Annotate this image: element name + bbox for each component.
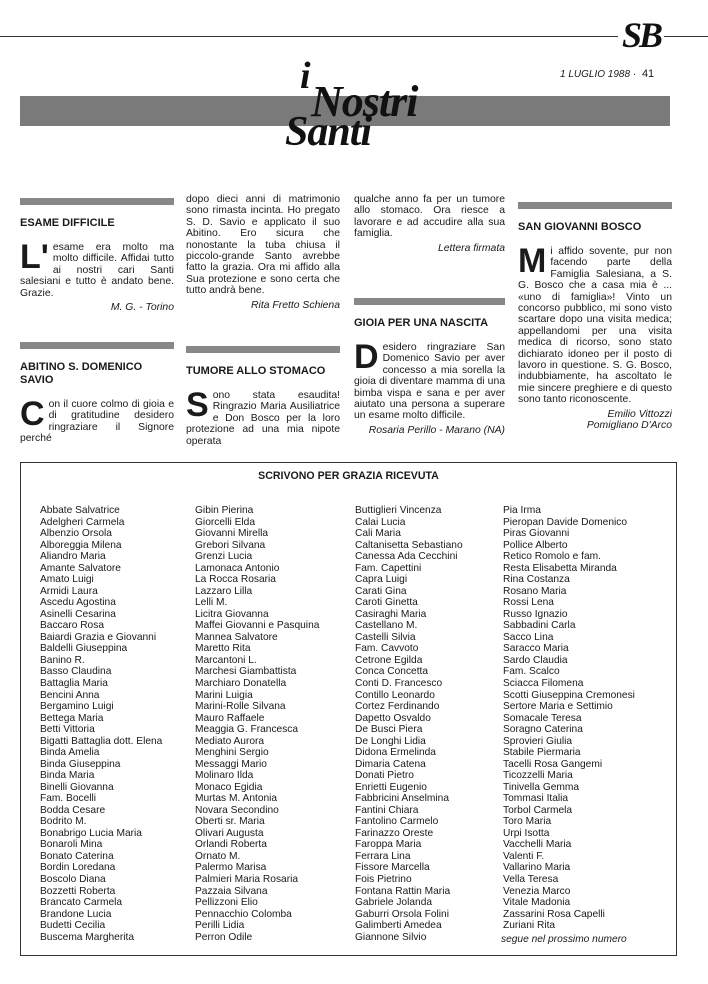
article-signature: M. G. - Torino [110, 302, 174, 314]
drop-cap: D [354, 338, 379, 376]
names-column-2 [195, 505, 319, 943]
name-entry: Russo Ignazio [503, 608, 568, 620]
name-entry: Binelli Giovanna [40, 781, 114, 793]
name-entry: Donati Pietro [355, 770, 414, 782]
name-entry: Brancato Carmela [40, 897, 123, 909]
name-entry: Castelli Silvia [355, 631, 416, 643]
name-entry: Fabbricini Anselmina [355, 793, 449, 805]
name-entry: Amato Luigi [40, 574, 94, 586]
name-entry: Adelgheri Carmela [40, 516, 125, 528]
name-entry: Marini Luigia [195, 689, 253, 701]
name-entry: Lamonaca Antonio [195, 562, 280, 574]
name-entry: Capra Luigi [355, 574, 408, 586]
name-entry: Rina Costanza [503, 574, 570, 586]
name-entry: Fontana Rattin Maria [355, 885, 451, 897]
name-entry: Battaglia Maria [40, 677, 108, 689]
name-entry: Aliandro Maria [40, 551, 106, 563]
article-bar [186, 346, 340, 353]
name-entry: Maretto Rita [195, 643, 251, 655]
name-entry: Conti D. Francesco [355, 677, 443, 689]
name-entry: Ticozzelli Maria [503, 770, 573, 782]
name-entry: Pieropan Davide Domenico [503, 516, 628, 528]
name-entry: Sprovieri Giulia [503, 735, 573, 747]
issue-info: 1 LUGLIO 1988 · 41 [560, 68, 655, 80]
names-column-1 [40, 505, 162, 943]
name-entry: Bonato Caterina [40, 850, 114, 862]
name-entry: Rosano Maria [503, 585, 567, 597]
name-entry: Palermo Marisa [195, 862, 267, 874]
article-bar [20, 342, 174, 349]
article-body: L' esame era molto ma molto difficile. Affidai tutto ai nostri cari Santi salesiani e tutto è andato bene. Grazie. [20, 238, 174, 299]
name-entry: Oberti sr. Maria [195, 816, 265, 828]
name-entry: Fam. Cavvoto [355, 643, 419, 655]
name-entry: Cali Maria [355, 528, 401, 540]
drop-cap: S [186, 386, 209, 424]
name-entry: De Busci Piera [355, 724, 423, 736]
name-entry: La Rocca Rosaria [195, 574, 276, 586]
name-entry: Abbate Salvatrice [40, 505, 120, 516]
name-entry: Perilli Lidia [195, 920, 245, 932]
name-entry: Tommasi Italia [503, 793, 569, 805]
name-entry: Sacco Lina [503, 631, 554, 643]
article-signature: Emilio Vittozzi [607, 408, 672, 420]
name-entry: Meaggia G. Francesca [195, 724, 299, 736]
article-body: dopo dieci anni di matrimonio sono rimasta incinta. Ho pregato S. D. Savio e applicato il suo Abitino. Ero sicura che nonostante la tuba chiusa il piccolo-grande Santo avrebbe fatto la grazia. Ora mi affido alla Sua protezione e sono certa che tutto andrà bene. [186, 194, 340, 297]
name-entry: Mannea Salvatore [195, 631, 278, 643]
drop-cap: L' [20, 238, 49, 276]
name-entry: Gaburri Orsola Folini [355, 908, 449, 920]
name-entry: Budetti Cecilia [40, 920, 106, 932]
name-entry: Ferrara Lina [355, 850, 411, 862]
name-entry: Binda Amelia [40, 747, 100, 759]
name-entry: Caroti Ginetta [355, 597, 418, 609]
name-entry: Ascedu Agostina [40, 597, 116, 609]
issue-date: 1 LUGLIO 1988 [560, 69, 631, 80]
name-entry: Murtas M. Antonia [195, 793, 278, 805]
name-entry: Albenzio Orsola [40, 528, 112, 540]
name-entry: Vitale Madonia [503, 897, 571, 909]
article-signature: Rita Fretto Schiena [251, 299, 340, 311]
name-entry: Cortez Ferdinando [355, 701, 440, 713]
name-entry: Sardo Claudia [503, 654, 568, 666]
magazine-logo: SB [618, 14, 664, 56]
header-rule [0, 36, 708, 37]
column-1 [20, 198, 174, 313]
name-entry: Contillo Leonardo [355, 689, 435, 701]
article-body: Mi affido sovente, pur non facendo parte della Famiglia Salesiana, a S. G. Bosco che a casa mia è ... «uno di famiglia»! Vinto un concorso pubblico, mi sono visto scartare dopo una visita medica; appellandomi per una visita medica di ricorso, sono stato dichiarato idoneo per il posto di lavoro in questione. S. G. Bosco, indubbiamente, ha ascoltato le mie sincere preghiere e di questo sono tanto riconoscente. [518, 242, 672, 406]
name-entry: Enrietti Eugenio [355, 781, 427, 793]
name-entry: Binda Maria [40, 770, 95, 782]
name-entry: Giovanni Mirella [195, 528, 269, 540]
name-entry: Calai Lucia [355, 516, 406, 528]
name-entry: Asinelli Cesarina [40, 608, 116, 620]
name-entry: Ornato M. [195, 850, 241, 862]
name-entry: Giannone Silvio [355, 931, 427, 943]
article-signature-place: Pomigliano D'Arco [586, 420, 672, 432]
name-entry: Pollice Alberto [503, 539, 568, 551]
name-entry: Farinazzo Oreste [355, 827, 434, 839]
name-entry: Baldelli Giuseppina [40, 643, 128, 655]
name-entry: Sabbadini Carla [503, 620, 576, 632]
name-entry: Amante Salvatore [40, 562, 121, 574]
page-number: 41 [641, 68, 655, 80]
article-signature: Rosaria Perillo - Marano (NA) [368, 424, 505, 436]
article-title: SAN GIOVANNI BOSCO [518, 221, 642, 233]
name-entry: Bigatti Battaglia dott. Elena [40, 735, 163, 747]
name-entry: Didona Ermelinda [355, 747, 436, 759]
name-entry: Somacale Teresa [503, 712, 582, 724]
name-entry: Molinaro Ilda [195, 770, 254, 782]
name-entry: Valenti F. [503, 850, 545, 862]
article-bar [354, 298, 505, 305]
section-masthead [283, 55, 418, 156]
name-entry: Urpi Isotta [503, 827, 550, 839]
name-entry: Novara Secondino [195, 804, 279, 816]
column-2 [186, 194, 340, 311]
name-entry: Canessa Ada Cecchini [355, 551, 458, 563]
name-entry: Fam. Scalco [503, 666, 560, 678]
name-entry: Casiraghi Maria [355, 608, 427, 620]
name-entry: Tinivella Gemma [503, 781, 580, 793]
article-title: ABITINO S. DOMENICO SAVIO [20, 361, 143, 386]
name-entry: Pellizzoni Elio [195, 897, 258, 909]
name-entry: Dimaria Catena [355, 758, 426, 770]
name-entry: Mauro Raffaele [195, 712, 265, 724]
name-entry: Carati Gina [355, 585, 407, 597]
name-entry: Fantini Chiara [355, 804, 419, 816]
masthead-nostri: Nostri [311, 77, 418, 126]
name-entry: Basso Claudina [40, 666, 112, 678]
name-entry: Alboreggia Milena [40, 539, 122, 551]
name-entry: Licitra Giovanna [195, 608, 269, 620]
name-entry: Bodda Cesare [40, 804, 106, 816]
name-entry: Vallarino Maria [503, 862, 571, 874]
name-entry: Bettega Maria [40, 712, 104, 724]
column-2b [186, 346, 340, 447]
name-entry: Faroppa Maria [355, 839, 422, 851]
name-entry: Marini-Rolle Silvana [195, 701, 286, 713]
grazie-box [20, 462, 677, 956]
name-entry: Buscema Margherita [40, 931, 134, 943]
name-entry: Perron Odile [195, 931, 253, 943]
name-entry: Bergamino Luigi [40, 701, 114, 713]
column-4 [518, 202, 672, 432]
name-entry: Torbol Carmela [503, 804, 573, 816]
name-entry: Soragno Caterina [503, 724, 583, 736]
article-body: qualche anno fa per un tumore allo stomaco. Ora riesce a lavorare e ad accudire alla sua famiglia. [354, 194, 505, 240]
name-entry: Marchiaro Donatella [195, 677, 287, 689]
name-entry: Banino R. [40, 654, 85, 666]
name-entry: Boscolo Diana [40, 874, 106, 885]
name-entry: Fois Pietrino [355, 874, 412, 885]
column-1b [20, 342, 174, 445]
article-bar [20, 198, 174, 205]
name-entry: Palmieri Maria Rosaria [195, 874, 299, 885]
grazie-title: SCRIVONO PER GRAZIA RICEVUTA [258, 470, 439, 482]
article-body: Con il cuore colmo di gioia e di gratitudine desidero ringraziare il Signore perché [20, 395, 174, 445]
article-title: ESAME DIFFICILE [20, 217, 115, 229]
name-entry: Bozzetti Roberta [40, 885, 116, 897]
name-entry: Caltanisetta Sebastiano [355, 539, 463, 551]
article-body: Desidero ringraziare San Domenico Savio per aver concesso a mia sorella la gioia di diventare mamma di una bimba vispa e sana e per aver aiutato una persona a superare un esame molto difficile. [354, 338, 505, 422]
column-3 [354, 194, 505, 254]
name-entry: Sertore Maria e Settimio [503, 701, 613, 713]
name-entry: Castellano M. [355, 620, 418, 632]
name-entry: Zuriani Rita [503, 920, 556, 932]
name-entry: Betti Vittoria [40, 724, 95, 736]
name-entry: Baiardi Grazia e Giovanni [40, 631, 157, 643]
name-entry: Stabile Piermaria [503, 747, 581, 759]
names-column-4 [503, 505, 635, 932]
article-body: Sono stata esaudita! Ringrazio Maria Ausiliatrice e Don Bosco per la loro protezione ad una mia nipote operata [186, 386, 340, 447]
masthead-santi: Santi [285, 109, 372, 155]
name-entry: Sciacca Filomena [503, 677, 584, 689]
name-entry: Bordin Loredana [40, 862, 116, 874]
name-entry: Giorcelli Elda [195, 516, 256, 528]
article-signature: Lettera firmata [438, 242, 505, 254]
names-column-3 [355, 505, 463, 943]
name-entry: Fissore Marcella [355, 862, 430, 874]
name-entry: Olivari Augusta [195, 827, 264, 839]
name-entry: Monaco Egidia [195, 781, 263, 793]
name-entry: Galimberti Amedea [355, 920, 442, 932]
name-entry: Maffei Giovanni e Pasquina [195, 620, 320, 632]
name-entry: Pazzaia Silvana [195, 885, 268, 897]
name-entry: Dapetto Osvaldo [355, 712, 431, 724]
name-entry: Bonaroli Mina [40, 839, 103, 851]
name-entry: Saracco Maria [503, 643, 569, 655]
article-title: GIOIA PER UNA NASCITA [354, 317, 489, 329]
name-entry: Toro Maria [503, 816, 552, 828]
name-entry: Gibin Pierina [195, 505, 254, 516]
name-entry: Lelli M. [195, 597, 228, 609]
name-entry: Zassarini Rosa Capelli [503, 908, 605, 920]
name-entry: Marchesi Giambattista [195, 666, 297, 678]
masthead-i: i [300, 55, 311, 97]
name-entry: Baccaro Rosa [40, 620, 104, 632]
article-title: TUMORE ALLO STOMACO [186, 365, 326, 377]
article-bar [518, 202, 672, 209]
name-entry: Binda Giuseppina [40, 758, 121, 770]
name-entry: Marcantoni L. [195, 654, 257, 666]
name-entry: Resta Elisabetta Miranda [503, 562, 617, 574]
name-entry: Piras Giovanni [503, 528, 570, 540]
name-entry: Fam. Bocelli [40, 793, 97, 805]
name-entry: Fantolino Carmelo [355, 816, 439, 828]
name-entry: Bodrito M. [40, 816, 87, 828]
name-entry: Scotti Giuseppina Cremonesi [503, 689, 635, 701]
name-entry: Grebori Silvana [195, 539, 266, 551]
drop-cap: M [518, 242, 547, 280]
name-entry: Pia Irma [503, 505, 541, 516]
name-entry: Menghini Sergio [195, 747, 269, 759]
name-entry: Bencini Anna [40, 689, 100, 701]
name-entry: Grenzi Lucia [195, 551, 253, 563]
name-entry: Messaggi Mario [195, 758, 267, 770]
name-entry: De Longhi Lidia [355, 735, 426, 747]
name-entry: Armidi Laura [40, 585, 98, 597]
name-entry: Tacelli Rosa Gangemi [503, 758, 603, 770]
name-entry: Conca Concetta [355, 666, 429, 678]
name-entry: Pennacchio Colomba [195, 908, 292, 920]
name-entry: Vella Teresa [503, 874, 559, 885]
name-entry: Venezia Marco [503, 885, 571, 897]
name-entry: Rossi Lena [503, 597, 554, 609]
name-entry: Lazzaro Lilla [195, 585, 253, 597]
name-entry: Retico Romolo e fam. [503, 551, 601, 563]
name-entry: Buttiglieri Vincenza [355, 505, 442, 516]
name-entry: Orlandi Roberta [195, 839, 267, 851]
drop-cap: C [20, 395, 45, 433]
continued-note: segue nel prossimo numero [501, 934, 627, 945]
name-entry: Fam. Capettini [355, 562, 422, 574]
name-entry: Bonabrigo Lucia Maria [40, 827, 142, 839]
column-3b [354, 298, 505, 436]
name-entry: Cetrone Egilda [355, 654, 423, 666]
name-entry: Gabriele Jolanda [355, 897, 433, 909]
name-entry: Vacchelli Maria [503, 839, 572, 851]
name-entry: Mediato Aurora [195, 735, 265, 747]
name-entry: Brandone Lucia [40, 908, 112, 920]
